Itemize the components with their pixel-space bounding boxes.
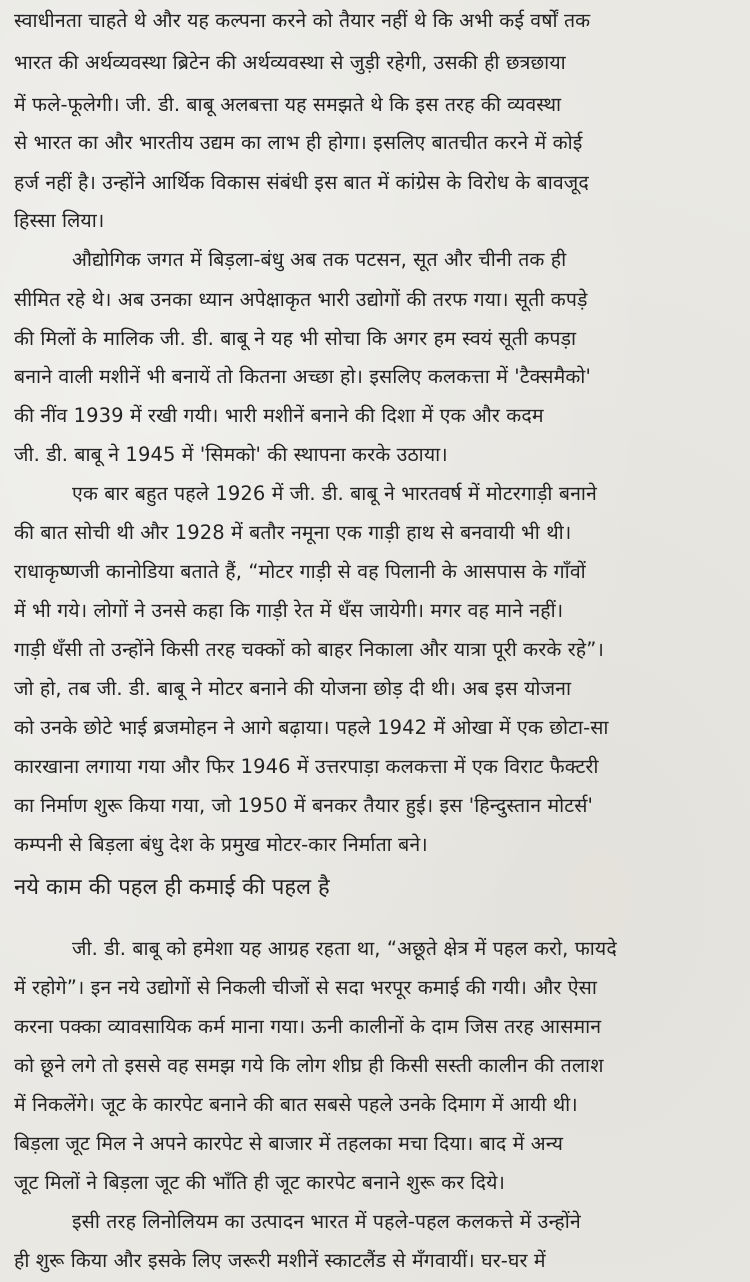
paragraph-1-line-4: से भारत का और भारतीय उद्यम का लाभ ही होगा। इसलिए बातचीत करने में कोई	[14, 131, 583, 154]
paragraph-3-line-3: राधाकृष्णजी कानोडिया बताते हैं, “मोटर गाड़ी से वह पिलानी के आसपास के गाँवों	[14, 560, 586, 583]
section-paragraph-1-line-4: को छूने लगे तो इससे वह समझ गये कि लोग शीघ्र ही किसी सस्ती कालीन की तलाश	[14, 1054, 604, 1077]
paragraph-3-line-2: की बात सोची थी और 1928 में बतौर नमूना एक गाड़ी हाथ से बनवायी भी थी।	[14, 521, 572, 544]
paragraph-1-line-3: में फले-फूलेगी। जी. डी. बाबू अलबत्ता यह समझते थे कि इस तरह की व्यवस्था	[14, 93, 562, 116]
section-paragraph-1-line-5: में निकलेंगे। जूट के कारपेट बनाने की बात सबसे पहले उनके दिमाग में आयी थी।	[14, 1093, 578, 1116]
paragraph-1-line-6: हिस्सा लिया।	[14, 209, 105, 232]
section-paragraph-2-line-2: ही शुरू किया और इसके लिए जरूरी मशीनें स्काटलैंड से मँगवायीं। घर-घर में	[14, 1249, 546, 1272]
paragraph-3-line-8: कारखाना लगाया गया और फिर 1946 में उत्तरपाड़ा कलकत्ता में एक विराट फैक्टरी	[14, 755, 599, 778]
section-paragraph-1-line-1: जी. डी. बाबू को हमेशा यह आग्रह रहता था, “अछूते क्षेत्र में पहल करो, फायदे	[72, 937, 617, 960]
paragraph-2-line-3: की मिलों के मालिक जी. डी. बाबू ने यह भी सोचा कि अगर हम स्वयं सूती कपड़ा	[14, 327, 577, 350]
section-paragraph-2-line-1: इसी तरह लिनोलियम का उत्पादन भारत में पहले-पहल कलकत्ते में उन्होंने	[72, 1210, 581, 1233]
paragraph-3-line-5: गाड़ी धँसी तो उन्होंने किसी तरह चक्कों को बाहर निकाला और यात्रा पूरी करके रहे”।	[14, 638, 604, 661]
paragraph-2-line-5: की नींव 1939 में रखी गयी। भारी मशीनें बनाने की दिशा में एक और कदम	[14, 404, 544, 427]
paragraph-2-line-1: औद्योगिक जगत में बिड़ला-बंधु अब तक पटसन, सूत और चीनी तक ही	[72, 248, 567, 271]
section-heading: नये काम की पहल ही कमाई की पहल है	[14, 875, 330, 900]
section-paragraph-1-line-6: बिड़ला जूट मिल ने अपने कारपेट से बाजार में तहलका मचा दिया। बाद में अन्य	[14, 1132, 563, 1155]
paragraph-2-line-2: सीमित रहे थे। अब उनका ध्यान अपेक्षाकृत भारी उद्योगों की तरफ गया। सूती कपड़े	[14, 288, 588, 311]
paragraph-1-line-1: स्वाधीनता चाहते थे और यह कल्पना करने को तैयार नहीं थे कि अभी कई वर्षों तक	[14, 9, 591, 32]
paragraph-3-line-10: कम्पनी से बिड़ला बंधु देश के प्रमुख मोटर-कार निर्माता बने।	[14, 833, 428, 856]
paragraph-2-line-6: जी. डी. बाबू ने 1945 में 'सिमको' की स्थापना करके उठाया।	[14, 443, 448, 466]
section-paragraph-1-line-3: करना पक्का व्यावसायिक कर्म माना गया। ऊनी कालीनों के दाम जिस तरह आसमान	[14, 1015, 602, 1038]
paragraph-3-line-7: को उनके छोटे भाई ब्रजमोहन ने आगे बढ़ाया। पहले 1942 में ओखा में एक छोटा-सा	[14, 716, 609, 739]
paragraph-3-line-1: एक बार बहुत पहले 1926 में जी. डी. बाबू ने भारतवर्ष में मोटरगाड़ी बनाने	[72, 482, 597, 505]
section-paragraph-1-line-7: जूट मिलों ने बिड़ला जूट की भाँति ही जूट कारपेट बनाने शुरू कर दिये।	[14, 1171, 506, 1194]
paragraph-1-line-5: हर्ज नहीं है। उन्होंने आर्थिक विकास संबंधी इस बात में कांग्रेस के विरोध के बावजूद	[14, 171, 589, 194]
paragraph-3-line-9: का निर्माण शुरू किया गया, जो 1950 में बनकर तैयार हुई। इस 'हिन्दुस्तान मोटर्स'	[14, 794, 593, 817]
paragraph-1-line-2: भारत की अर्थव्यवस्था ब्रिटेन की अर्थव्यवस्था से जुड़ी रहेगी, उसकी ही छत्रछाया	[14, 51, 566, 74]
paragraph-3-line-6: जो हो, तब जी. डी. बाबू ने मोटर बनाने की योजना छोड़ दी थी। अब इस योजना	[14, 677, 572, 700]
section-paragraph-1-line-2: में रहोगे”। इन नये उद्योगों से निकली चीजों से सदा भरपूर कमाई की गयी। और ऐसा	[14, 976, 597, 999]
paragraph-3-line-4: में भी गये। लोगों ने उनसे कहा कि गाड़ी रेत में धँस जायेगी। मगर वह माने नहीं।	[14, 599, 564, 622]
paragraph-2-line-4: बनाने वाली मशीनें भी बनायें तो कितना अच्छा हो। इसलिए कलकत्ता में 'टैक्समैको'	[14, 365, 591, 388]
